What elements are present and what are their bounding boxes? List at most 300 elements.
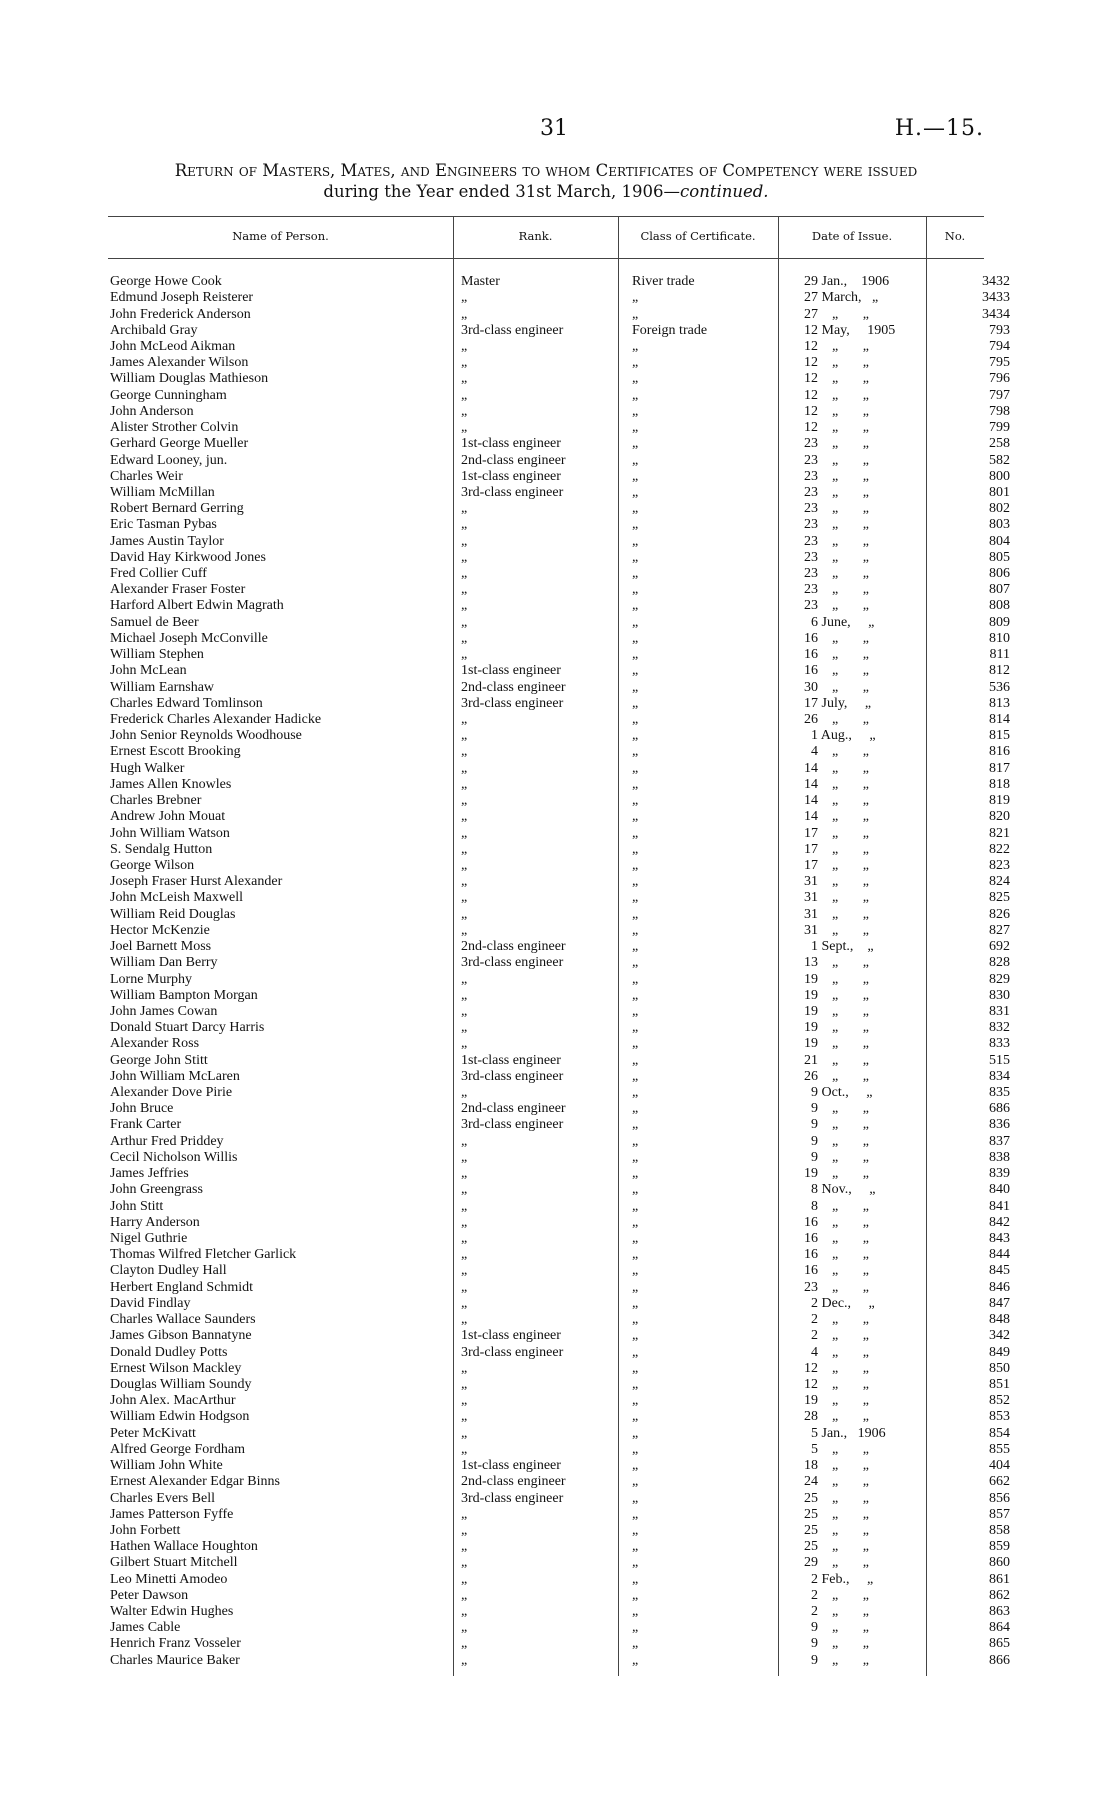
person-name: William Earnshaw (110, 679, 215, 695)
table-row (108, 1636, 1016, 1652)
table-row (108, 436, 1016, 452)
table-row (108, 793, 1016, 809)
table-row (108, 907, 1016, 923)
person-name: Ernest Alexander Edgar Binns (110, 1474, 280, 1490)
table-row (108, 1377, 1016, 1393)
date-of-issue: 23 „ „ (804, 468, 869, 484)
rank: „ (461, 1295, 468, 1311)
certificate-number: 794 (989, 338, 1010, 354)
table-row (108, 1361, 1016, 1377)
rank: „ (461, 1149, 468, 1165)
rank: „ (461, 857, 468, 873)
rank: 2nd-class engineer (461, 452, 566, 468)
person-name: James Jeffries (110, 1166, 189, 1182)
person-name: S. Sendalg Hutton (110, 841, 213, 857)
rank: „ (461, 1166, 468, 1182)
date-of-issue: 14 „ „ (804, 793, 869, 809)
certificate-number: 802 (989, 501, 1010, 517)
certificate-number: 852 (989, 1393, 1010, 1409)
date-of-issue: 23 „ „ (804, 582, 869, 598)
rank: „ (461, 306, 468, 322)
table-row (108, 323, 1016, 339)
table-row (108, 517, 1016, 533)
certificate-number: 808 (989, 598, 1010, 614)
date-of-issue: 16 „ „ (804, 663, 869, 679)
date-of-issue: 2 „ „ (804, 1312, 869, 1328)
table-row (108, 939, 1016, 955)
person-name: Donald Dudley Potts (110, 1344, 228, 1360)
certificate-class: „ (632, 825, 639, 841)
person-name: John Frederick Anderson (110, 306, 251, 322)
person-name: Alexander Ross (110, 1036, 200, 1052)
certificate-class: „ (632, 1376, 639, 1392)
table-row (108, 825, 1016, 841)
title-line-2-continued: continued. (680, 182, 769, 201)
date-of-issue: 6 June, „ (804, 614, 875, 630)
certificate-number: 816 (989, 744, 1010, 760)
certificate-class: „ (632, 1101, 639, 1117)
date-of-issue: 9 Oct., „ (804, 1085, 873, 1101)
certificate-number: 805 (989, 549, 1010, 565)
rank: „ (461, 825, 468, 841)
rank: 1st-class engineer (461, 1458, 561, 1474)
rank: „ (461, 1636, 468, 1652)
person-name: William Reid Douglas (110, 906, 236, 922)
certificate-class: „ (632, 501, 639, 517)
table-row (108, 485, 1016, 501)
certificate-number: 853 (989, 1409, 1010, 1425)
table-row (108, 1150, 1016, 1166)
certificate-number: 3434 (982, 306, 1010, 322)
certificate-number: 851 (989, 1376, 1010, 1392)
table-row (108, 1344, 1016, 1360)
date-of-issue: 12 „ „ (804, 1360, 869, 1376)
person-name: Eric Tasman Pybas (110, 517, 217, 533)
date-of-issue: 5 „ „ (804, 1441, 869, 1457)
date-of-issue: 1 Sept., „ (804, 939, 874, 955)
certificate-class: „ (632, 744, 639, 760)
rank: „ (461, 387, 468, 403)
person-name: William Dan Berry (110, 955, 218, 971)
person-name: Henrich Franz Vosseler (110, 1636, 241, 1652)
certificate-number: 866 (989, 1652, 1010, 1668)
header-rank: Rank. (518, 229, 553, 243)
rank: „ (461, 1036, 468, 1052)
certificate-number: 686 (989, 1101, 1010, 1117)
table-row (108, 1215, 1016, 1231)
person-name: Charles Brebner (110, 793, 202, 809)
date-of-issue: 26 „ „ (804, 1068, 869, 1084)
certificate-class: „ (632, 906, 639, 922)
person-name: Gerhard George Mueller (110, 436, 249, 452)
person-name: Andrew John Mouat (110, 809, 226, 825)
certificate-class: „ (632, 403, 639, 419)
certificate-number: 818 (989, 776, 1010, 792)
person-name: John Stitt (110, 1198, 164, 1214)
table-row (108, 1182, 1016, 1198)
rank: 3rd-class engineer (461, 1344, 564, 1360)
certificate-number: 3433 (982, 290, 1010, 306)
date-of-issue: 25 „ „ (804, 1539, 869, 1555)
table-row (108, 290, 1016, 306)
date-of-issue: 16 „ „ (804, 1231, 869, 1247)
rank: „ (461, 566, 468, 582)
person-name: William McMillan (110, 484, 215, 500)
certificate-class: River trade (632, 274, 695, 290)
person-name: James Patterson Fyffe (110, 1506, 234, 1522)
certificate-number: 342 (989, 1328, 1010, 1344)
certificate-number: 536 (989, 679, 1010, 695)
date-of-issue: 28 „ „ (804, 1409, 869, 1425)
certificate-class: „ (632, 1068, 639, 1084)
certificate-class: „ (632, 549, 639, 565)
certificate-number: 812 (989, 663, 1010, 679)
table-row (108, 1166, 1016, 1182)
person-name: Ernest Wilson Mackley (110, 1360, 242, 1376)
table-top-rule (108, 216, 984, 217)
certificate-number: 857 (989, 1506, 1010, 1522)
date-of-issue: 27 „ „ (804, 306, 869, 322)
certificate-class: „ (632, 533, 639, 549)
table-row (108, 1474, 1016, 1490)
table-row (108, 923, 1016, 939)
person-name: John Bruce (110, 1101, 174, 1117)
rank: 3rd-class engineer (461, 1490, 564, 1506)
certificate-number: 858 (989, 1522, 1010, 1538)
date-of-issue: 31 „ „ (804, 890, 869, 906)
person-name: Hugh Walker (110, 760, 185, 776)
certificate-class: „ (632, 1571, 639, 1587)
rank: „ (461, 906, 468, 922)
rank: „ (461, 712, 468, 728)
table-row (108, 1539, 1016, 1555)
certificate-number: 799 (989, 420, 1010, 436)
date-of-issue: 16 „ „ (804, 1263, 869, 1279)
table-row (108, 306, 1016, 322)
title-line-2-main: during the Year ended 31st March, 1906— (323, 182, 681, 201)
certificate-class: „ (632, 1133, 639, 1149)
rank: „ (461, 1020, 468, 1036)
rank: „ (461, 1231, 468, 1247)
certificate-number: 804 (989, 533, 1010, 549)
table-row (108, 1442, 1016, 1458)
person-name: Charles Maurice Baker (110, 1652, 240, 1668)
person-name: Peter McKivatt (110, 1425, 196, 1441)
date-of-issue: 16 „ „ (804, 1247, 869, 1263)
table-row (108, 420, 1016, 436)
certificate-class: Foreign trade (632, 322, 708, 338)
date-of-issue: 9 „ „ (804, 1652, 869, 1668)
certificate-number: 793 (989, 322, 1010, 338)
date-of-issue: 19 „ „ (804, 1003, 869, 1019)
rank: „ (461, 403, 468, 419)
certificates-table (108, 274, 1016, 1669)
certificate-number: 827 (989, 922, 1010, 938)
rank: 2nd-class engineer (461, 1101, 566, 1117)
person-name: Fred Collier Cuff (110, 566, 207, 582)
table-row (108, 842, 1016, 858)
person-name: Alister Strother Colvin (110, 420, 239, 436)
certificates-table-body (108, 274, 1016, 1669)
certificate-number: 865 (989, 1636, 1010, 1652)
table-row (108, 1523, 1016, 1539)
certificate-number: 863 (989, 1604, 1010, 1620)
table-row (108, 1020, 1016, 1036)
date-of-issue: 5 Jan., 1906 (804, 1425, 886, 1441)
certificate-class: „ (632, 1458, 639, 1474)
certificate-number: 828 (989, 955, 1010, 971)
rank: „ (461, 1620, 468, 1636)
date-of-issue: 13 „ „ (804, 955, 869, 971)
table-row (108, 1604, 1016, 1620)
certificate-number: 821 (989, 825, 1010, 841)
rank: 2nd-class engineer (461, 1474, 566, 1490)
certificate-class: „ (632, 679, 639, 695)
rank: 2nd-class engineer (461, 679, 566, 695)
rank: „ (461, 517, 468, 533)
certificate-number: 848 (989, 1312, 1010, 1328)
certificate-class: „ (632, 1198, 639, 1214)
certificate-class: „ (632, 1182, 639, 1198)
certificate-number: 795 (989, 355, 1010, 371)
rank: „ (461, 744, 468, 760)
certificate-number: 803 (989, 517, 1010, 533)
table-row (108, 712, 1016, 728)
person-name: John Alex. MacArthur (110, 1393, 236, 1409)
rank: „ (461, 1312, 468, 1328)
table-row (108, 890, 1016, 906)
certificate-class: „ (632, 857, 639, 873)
person-name: Archibald Gray (110, 322, 198, 338)
table-row (108, 615, 1016, 631)
person-name: James Alexander Wilson (110, 355, 249, 371)
certificate-class: „ (632, 1490, 639, 1506)
certificate-class: „ (632, 1036, 639, 1052)
person-name: Hathen Wallace Houghton (110, 1539, 258, 1555)
certificate-class: „ (632, 939, 639, 955)
table-row (108, 1490, 1016, 1506)
table-row (108, 371, 1016, 387)
person-name: Charles Wallace Saunders (110, 1312, 256, 1328)
certificate-class: „ (632, 1620, 639, 1636)
rank: „ (461, 728, 468, 744)
certificate-class: „ (632, 1003, 639, 1019)
certificate-class: „ (632, 387, 639, 403)
rank: „ (461, 533, 468, 549)
person-name: George Howe Cook (110, 274, 222, 290)
certificate-class: „ (632, 306, 639, 322)
certificate-class: „ (632, 695, 639, 711)
rank: „ (461, 1539, 468, 1555)
table-row (108, 777, 1016, 793)
rank: „ (461, 987, 468, 1003)
certificate-number: 826 (989, 906, 1010, 922)
rank: „ (461, 1425, 468, 1441)
certificate-number: 823 (989, 857, 1010, 873)
rank: „ (461, 776, 468, 792)
certificate-class: „ (632, 922, 639, 938)
date-of-issue: 19 „ „ (804, 1393, 869, 1409)
certificate-class: „ (632, 647, 639, 663)
rank: „ (461, 874, 468, 890)
certificate-class: „ (632, 1263, 639, 1279)
table-row (108, 647, 1016, 663)
certificate-number: 835 (989, 1085, 1010, 1101)
certificate-number: 797 (989, 387, 1010, 403)
certificate-number: 855 (989, 1441, 1010, 1457)
certificate-number: 833 (989, 1036, 1010, 1052)
date-of-issue: 12 „ „ (804, 387, 869, 403)
certificate-number: 860 (989, 1555, 1010, 1571)
date-of-issue: 23 „ „ (804, 501, 869, 517)
rank: 1st-class engineer (461, 1328, 561, 1344)
date-of-issue: 2 „ „ (804, 1587, 869, 1603)
certificate-class: „ (632, 1295, 639, 1311)
person-name: Edmund Joseph Reisterer (110, 290, 254, 306)
certificate-class: „ (632, 841, 639, 857)
person-name: William Edwin Hodgson (110, 1409, 250, 1425)
certificate-class: „ (632, 874, 639, 890)
certificate-number: 840 (989, 1182, 1010, 1198)
certificate-class: „ (632, 1425, 639, 1441)
certificate-class: „ (632, 776, 639, 792)
certificate-class: „ (632, 1214, 639, 1230)
certificate-class: „ (632, 614, 639, 630)
rank: „ (461, 1441, 468, 1457)
person-name: James Cable (110, 1620, 181, 1636)
date-of-issue: 12 „ „ (804, 1376, 869, 1392)
person-name: John McLeod Aikman (110, 338, 236, 354)
person-name: Joseph Fraser Hurst Alexander (110, 874, 283, 890)
date-of-issue: 31 „ „ (804, 874, 869, 890)
person-name: John William McLaren (110, 1068, 240, 1084)
rank: „ (461, 1506, 468, 1522)
table-row (108, 1426, 1016, 1442)
rank: „ (461, 1182, 468, 1198)
rank: „ (461, 1133, 468, 1149)
date-of-issue: 23 „ „ (804, 549, 869, 565)
date-of-issue: 24 „ „ (804, 1474, 869, 1490)
certificate-class: „ (632, 1166, 639, 1182)
table-row (108, 1085, 1016, 1101)
person-name: Frank Carter (110, 1117, 182, 1133)
certificate-class: „ (632, 1052, 639, 1068)
certificate-class: „ (632, 1587, 639, 1603)
certificate-number: 846 (989, 1279, 1010, 1295)
date-of-issue: 4 „ „ (804, 744, 869, 760)
person-name: Leo Minetti Amodeo (110, 1571, 228, 1587)
certificate-number: 515 (989, 1052, 1010, 1068)
person-name: Clayton Dudley Hall (110, 1263, 227, 1279)
certificate-number: 843 (989, 1231, 1010, 1247)
date-of-issue: 16 „ „ (804, 1214, 869, 1230)
person-name: Alexander Dove Pirie (110, 1085, 233, 1101)
table-row (108, 1280, 1016, 1296)
date-of-issue: 9 „ „ (804, 1620, 869, 1636)
certificate-number: 861 (989, 1571, 1010, 1587)
person-name: William Douglas Mathieson (110, 371, 269, 387)
table-row (108, 955, 1016, 971)
table-row (108, 679, 1016, 695)
person-name: Robert Bernard Gerring (110, 501, 244, 517)
date-of-issue: 23 „ „ (804, 533, 869, 549)
table-row (108, 971, 1016, 987)
certificate-class: „ (632, 1247, 639, 1263)
page-number: 31 (540, 116, 568, 141)
certificate-number: 692 (989, 939, 1010, 955)
date-of-issue: 19 „ „ (804, 1166, 869, 1182)
table-row (108, 1296, 1016, 1312)
certificate-number: 845 (989, 1263, 1010, 1279)
rank: „ (461, 890, 468, 906)
rank: „ (461, 1587, 468, 1603)
certificate-class: „ (632, 1360, 639, 1376)
certificate-number: 841 (989, 1198, 1010, 1214)
table-row (108, 404, 1016, 420)
date-of-issue: 23 „ „ (804, 1279, 869, 1295)
person-name: Charles Evers Bell (110, 1490, 215, 1506)
certificate-class: „ (632, 955, 639, 971)
table-row (108, 631, 1016, 647)
person-name: Peter Dawson (110, 1587, 189, 1603)
certificate-number: 844 (989, 1247, 1010, 1263)
date-of-issue: 21 „ „ (804, 1052, 869, 1068)
person-name: Joel Barnett Moss (110, 939, 212, 955)
date-of-issue: 30 „ „ (804, 679, 869, 695)
rank: „ (461, 1409, 468, 1425)
table-row (108, 388, 1016, 404)
rank: 1st-class engineer (461, 468, 561, 484)
certificate-class: „ (632, 355, 639, 371)
person-name: Donald Stuart Darcy Harris (110, 1020, 265, 1036)
date-of-issue: 19 „ „ (804, 987, 869, 1003)
rank: „ (461, 1360, 468, 1376)
table-row (108, 1004, 1016, 1020)
table-row (108, 874, 1016, 890)
table-row (108, 469, 1016, 485)
table-row (108, 1312, 1016, 1328)
table-row (108, 1231, 1016, 1247)
person-name: John Greengrass (110, 1182, 203, 1198)
certificate-number: 825 (989, 890, 1010, 906)
rank: „ (461, 1652, 468, 1668)
rank: „ (461, 971, 468, 987)
table-row (108, 1653, 1016, 1669)
rank: „ (461, 338, 468, 354)
rank: „ (461, 809, 468, 825)
certificate-number: 798 (989, 403, 1010, 419)
certificate-class: „ (632, 1117, 639, 1133)
certificate-class: „ (632, 468, 639, 484)
rank: „ (461, 1376, 468, 1392)
date-of-issue: 23 „ „ (804, 566, 869, 582)
table-row (108, 696, 1016, 712)
certificate-class: „ (632, 1231, 639, 1247)
date-of-issue: 29 „ „ (804, 1555, 869, 1571)
rank: „ (461, 1003, 468, 1019)
certificate-number: 838 (989, 1149, 1010, 1165)
certificate-number: 856 (989, 1490, 1010, 1506)
certificate-number: 817 (989, 760, 1010, 776)
date-of-issue: 12 „ „ (804, 338, 869, 354)
certificate-class: „ (632, 436, 639, 452)
certificate-class: „ (632, 1344, 639, 1360)
date-of-issue: 2 „ „ (804, 1604, 869, 1620)
date-of-issue: 18 „ „ (804, 1458, 869, 1474)
date-of-issue: 17 „ „ (804, 857, 869, 873)
person-name: Lorne Murphy (110, 971, 193, 987)
certificate-class: „ (632, 371, 639, 387)
